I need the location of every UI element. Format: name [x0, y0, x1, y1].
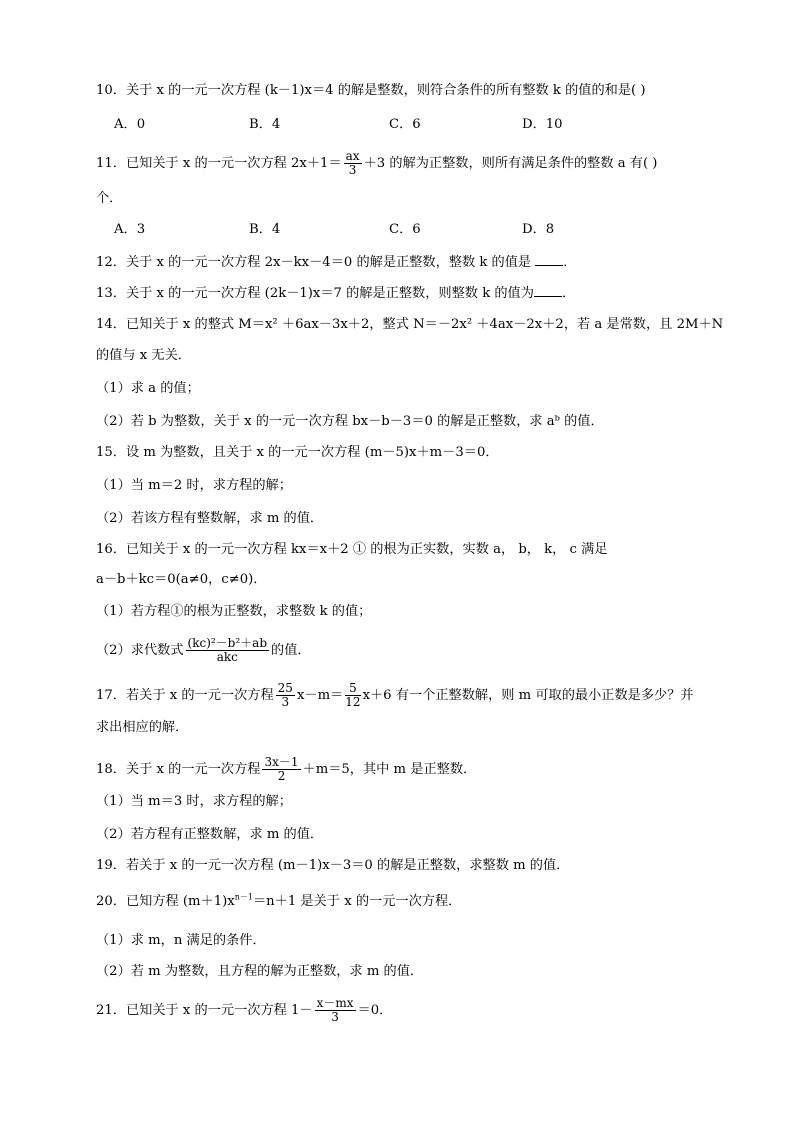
- problem-14: [96, 316, 724, 334]
- problem-text: 关于 x 的一元一次方程 2x－kx－4＝0 的解是正整数，整数 k 的值是: [125, 255, 532, 270]
- problem-text: 已知关于 x 的整式 M＝x² ＋6ax－3x＋2，整式 N＝－2x² ＋4ax－2x＋2，若 a 是常数，且 2M＋N: [125, 317, 724, 332]
- problem-14-cont: 的值与 x 无关．: [96, 348, 191, 363]
- fraction: [276, 682, 295, 709]
- problem-text: 关于 x 的一元一次方程 (k－1)x＝4 的解是整数，则符合条件的所有整数 k 的值的和是( ): [125, 83, 646, 98]
- fraction-numerator: 25: [277, 681, 293, 695]
- problem-text: 已知关于 x 的一元一次方程 1－: [125, 1003, 313, 1018]
- problem-12: [96, 253, 698, 272]
- option-a: A．3: [114, 222, 146, 237]
- exponent: n－1: [234, 892, 253, 902]
- answer-blank[interactable]: [534, 284, 562, 297]
- sub-question-1: （1）若方程①的根为正整数，求整数 k 的值；: [96, 604, 372, 619]
- fraction-denominator: 3: [348, 163, 357, 177]
- problem-number: 20．: [96, 894, 126, 909]
- problem-11-cont: 个．: [96, 191, 123, 206]
- fraction-numerator: ax: [345, 149, 360, 163]
- sub-question-2: （2）若 m 为整数，且方程的解为正整数，求 m 的值．: [96, 964, 424, 979]
- option-a: A．0: [114, 117, 146, 132]
- problem-13: [96, 284, 698, 303]
- fraction-denominator: 3: [331, 1010, 339, 1024]
- problem-text: ＝0．: [357, 1003, 393, 1018]
- fraction: [344, 150, 362, 177]
- problem-16: [96, 541, 698, 559]
- problem-text: 设 m 为整数，且关于 x 的一元一次方程 (m－5)x＋m－3＝0．: [125, 445, 499, 460]
- problem-number: 16．: [96, 542, 126, 557]
- problem-text: ＋m＝5，其中 m 是正整数．: [302, 762, 477, 777]
- sub-question-2: （2）若 b 为整数，关于 x 的一元一次方程 bx－b－3＝0 的解是正整数，求 aᵇ 的值．: [96, 414, 604, 429]
- problem-text: ＝n＋1 是关于 x 的一元一次方程．: [252, 894, 462, 909]
- problem-text: 关于 x 的一元一次方程: [125, 762, 261, 777]
- option-d: D．8: [522, 222, 555, 237]
- sub-question-text: （2）求代数式: [96, 643, 184, 658]
- problem-number: 13．: [96, 286, 126, 301]
- sub-question-2: （2）若该方程有整数解，求 m 的值．: [96, 511, 324, 526]
- fraction-denominator: 2: [277, 769, 286, 783]
- fraction: [262, 756, 300, 783]
- problem-number: 14．: [96, 317, 126, 332]
- option-d: D．10: [522, 117, 563, 132]
- problem-text: 已知关于 x 的一元一次方程 kx＝x＋2 ① 的根为正实数，实数 a， b， k， c 满足: [125, 542, 608, 557]
- problem-number: 18．: [96, 762, 126, 777]
- problem-19: [96, 857, 698, 875]
- problem-17: [96, 682, 698, 709]
- period: ．: [561, 286, 576, 301]
- problem-17-cont: 求出相应的解．: [96, 720, 189, 735]
- period: ．: [563, 255, 577, 270]
- fraction: [186, 637, 270, 664]
- problem-text: 已知方程 (m＋1)x: [125, 894, 235, 909]
- option-b: B．4: [249, 117, 281, 132]
- fraction-numerator: (kc)²－b²＋ab: [187, 636, 268, 650]
- problem-text: 若关于 x 的一元一次方程 (m－1)x－3＝0 的解是正整数，求整数 m 的值．: [125, 858, 570, 873]
- fraction-numerator: x－mx: [316, 996, 354, 1010]
- fraction-numerator: 3x－1: [264, 755, 299, 769]
- problem-number: 21．: [96, 1003, 126, 1018]
- fraction: [315, 997, 356, 1024]
- problem-10: [96, 82, 698, 100]
- sub-question-1: （1）求 a 的值；: [96, 381, 200, 396]
- fraction-denominator: akc: [216, 650, 238, 664]
- sub-question-1: （1）当 m＝2 时，求方程的解；: [96, 478, 292, 493]
- problem-number: 11．: [96, 156, 126, 171]
- problem-number: 10．: [96, 83, 126, 98]
- problem-text: 已知关于 x 的一元一次方程 2x＋1＝: [125, 156, 342, 171]
- problem-text: x＋6 有一个正整数解，则 m 可取的最小正数是多少？并: [362, 688, 694, 703]
- problem-text: 关于 x 的一元一次方程 (2k－1)x＝7 的解是正整数，则整数 k 的值为: [125, 286, 534, 301]
- problem-number: 15．: [96, 445, 126, 460]
- problem-16-cont: a－b＋kc＝0(a≠0，c≠0)．: [96, 572, 267, 587]
- sub-question-2: [96, 637, 698, 664]
- problem-18: [96, 756, 698, 783]
- problem-text: ＋3 的解为正整数，则所有满足条件的整数 a 有( ): [363, 156, 658, 171]
- option-c: C．6: [389, 222, 421, 237]
- problem-number: 17．: [96, 688, 126, 703]
- fraction: [345, 682, 360, 709]
- problem-21: [96, 997, 698, 1024]
- sub-question-text: 的值．: [271, 643, 311, 658]
- problem-text: x－m＝: [296, 688, 344, 703]
- option-c: C．6: [389, 117, 421, 132]
- fraction-denominator: 3: [281, 695, 290, 709]
- answer-blank[interactable]: [535, 253, 563, 266]
- problem-11: [96, 150, 698, 177]
- problem-15: [96, 444, 698, 462]
- sub-question-1: （1）求 m，n 满足的条件．: [96, 933, 266, 948]
- fraction-numerator: 5: [345, 682, 360, 696]
- problem-20: [96, 893, 698, 911]
- option-b: B．4: [249, 222, 281, 237]
- problem-number: 12．: [96, 255, 126, 270]
- sub-question-2: （2）若方程有正整数解，求 m 的值．: [96, 827, 324, 842]
- fraction-denominator: 12: [345, 695, 361, 709]
- problem-number: 19．: [96, 858, 126, 873]
- problem-text: 若关于 x 的一元一次方程: [125, 688, 274, 703]
- sub-question-1: （1）当 m＝3 时，求方程的解；: [96, 794, 292, 809]
